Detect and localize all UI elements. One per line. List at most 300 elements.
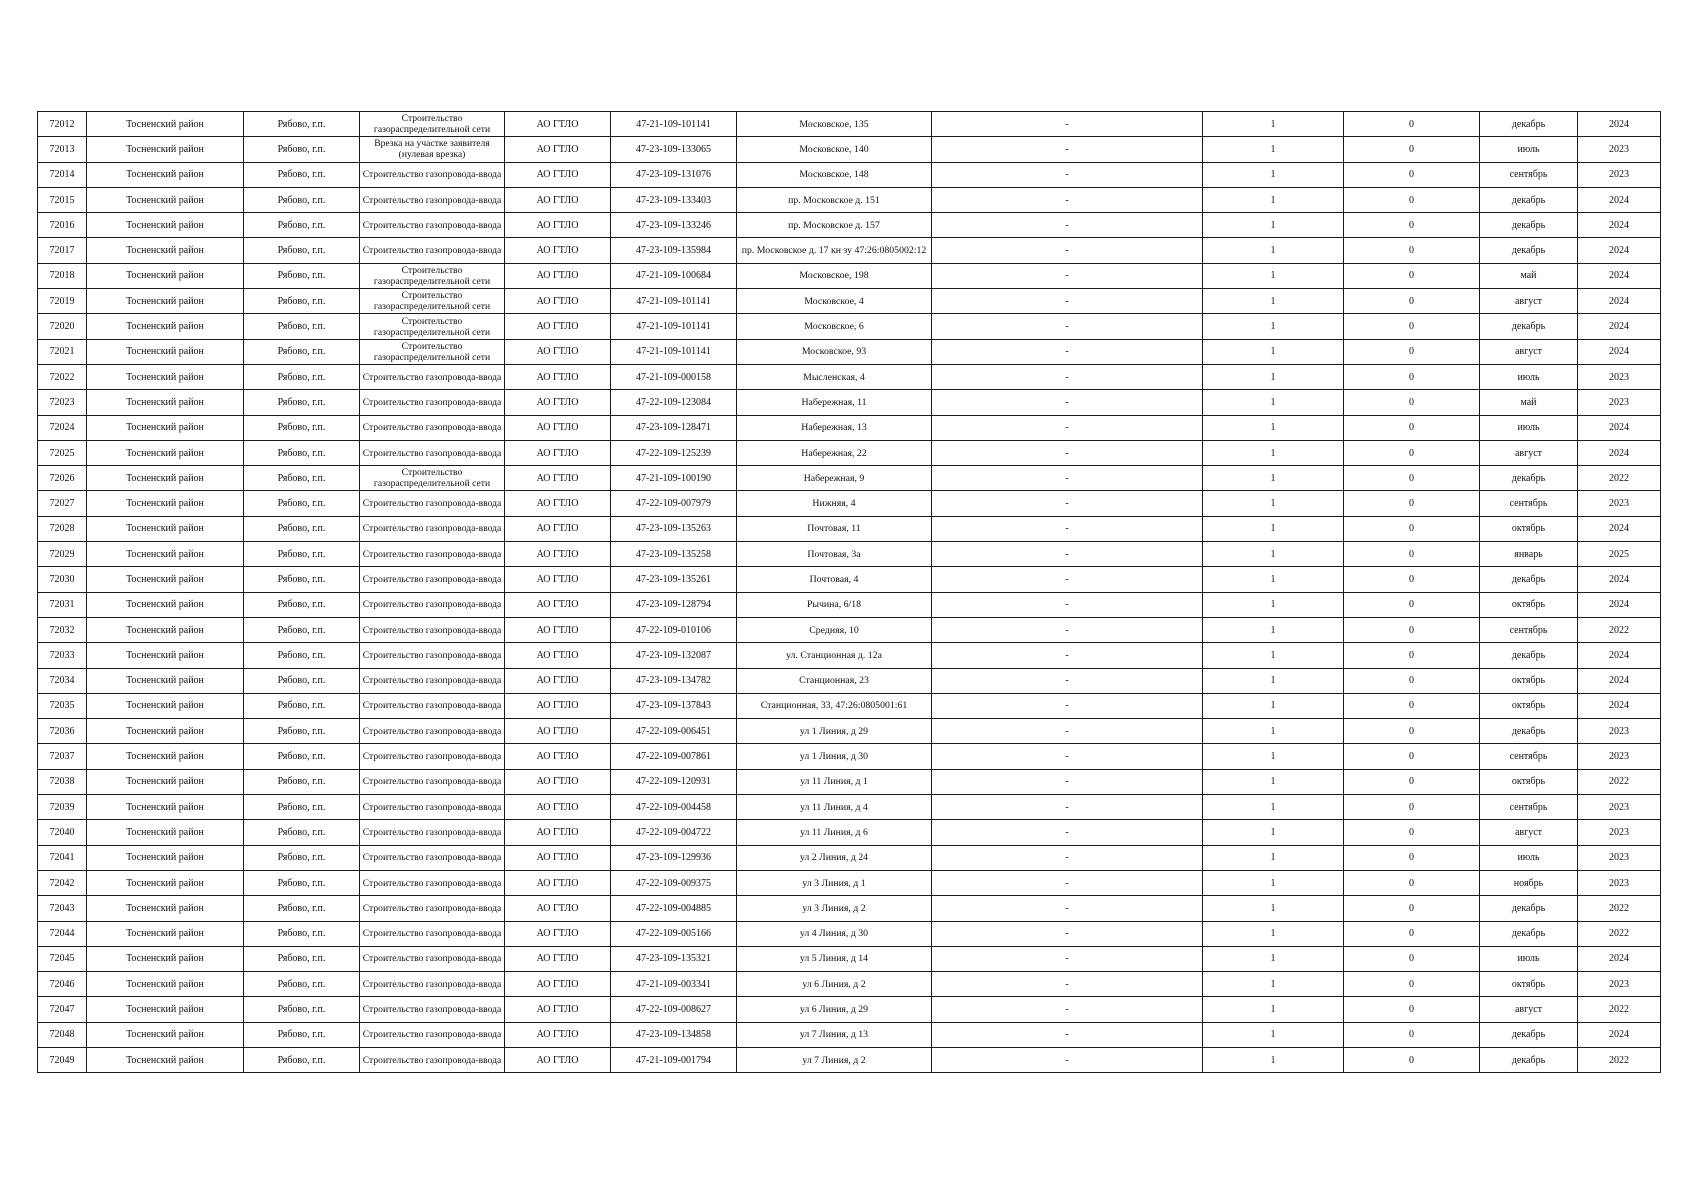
organization-cell: АО ГТЛО (505, 845, 611, 870)
month-cell: май (1480, 390, 1578, 415)
work-type-cell: Строительство газопровода-ввода (360, 390, 505, 415)
work-type-cell: Строительство газопровода-ввода (360, 491, 505, 516)
note-cell: - (932, 845, 1203, 870)
count-cell: 1 (1203, 1047, 1344, 1072)
note-cell: - (932, 567, 1203, 592)
organization-cell: АО ГТЛО (505, 896, 611, 921)
zero-value-cell: 0 (1344, 516, 1480, 541)
district-cell: Тосненский район (87, 719, 244, 744)
organization-cell: АО ГТЛО (505, 440, 611, 465)
organization-cell: АО ГТЛО (505, 491, 611, 516)
work-type-cell: Строительство газопровода-ввода (360, 769, 505, 794)
settlement-cell: Рябово, г.п. (244, 187, 360, 212)
year-cell: 2024 (1578, 289, 1661, 314)
settlement-cell: Рябово, г.п. (244, 162, 360, 187)
application-code-cell: 47-23-109-133246 (611, 213, 737, 238)
organization-cell: АО ГТЛО (505, 213, 611, 238)
address-cell: Московское, 93 (737, 339, 932, 364)
zero-value-cell: 0 (1344, 719, 1480, 744)
zero-value-cell: 0 (1344, 112, 1480, 137)
address-cell: ул 1 Линия, д 29 (737, 719, 932, 744)
zero-value-cell: 0 (1344, 896, 1480, 921)
object-number-cell: 72041 (38, 845, 87, 870)
object-number-cell: 72020 (38, 314, 87, 339)
table-row (38, 440, 1661, 465)
object-number-cell: 72014 (38, 162, 87, 187)
address-cell: Почтовая, 11 (737, 516, 932, 541)
application-code-cell: 47-23-109-133065 (611, 137, 737, 162)
count-cell: 1 (1203, 870, 1344, 895)
count-cell: 1 (1203, 719, 1344, 744)
application-code-cell: 47-21-109-100684 (611, 263, 737, 288)
work-type-cell: Строительство газопровода-ввода (360, 820, 505, 845)
year-cell: 2023 (1578, 137, 1661, 162)
address-cell: ул 11 Линия, д 4 (737, 795, 932, 820)
gasification-registry-table (37, 111, 1661, 1073)
zero-value-cell: 0 (1344, 592, 1480, 617)
work-type-cell: Строительство газопровода-ввода (360, 1047, 505, 1072)
object-number-cell: 72016 (38, 213, 87, 238)
table-row (38, 997, 1661, 1022)
address-cell: Средняя, 10 (737, 617, 932, 642)
year-cell: 2024 (1578, 339, 1661, 364)
address-cell: Московское, 148 (737, 162, 932, 187)
work-type-cell: Врезка на участке заявителя (нулевая врезка) (360, 137, 505, 162)
address-cell: ул 3 Линия, д 2 (737, 896, 932, 921)
note-cell: - (932, 592, 1203, 617)
note-cell: - (932, 668, 1203, 693)
object-number-cell: 72037 (38, 744, 87, 769)
zero-value-cell: 0 (1344, 390, 1480, 415)
table-row (38, 795, 1661, 820)
count-cell: 1 (1203, 820, 1344, 845)
district-cell: Тосненский район (87, 769, 244, 794)
note-cell: - (932, 946, 1203, 971)
zero-value-cell: 0 (1344, 795, 1480, 820)
settlement-cell: Рябово, г.п. (244, 542, 360, 567)
note-cell: - (932, 972, 1203, 997)
object-number-cell: 72019 (38, 289, 87, 314)
year-cell: 2023 (1578, 364, 1661, 389)
month-cell: август (1480, 289, 1578, 314)
zero-value-cell: 0 (1344, 617, 1480, 642)
address-cell: ул. Станционная д. 12а (737, 643, 932, 668)
organization-cell: АО ГТЛО (505, 769, 611, 794)
address-cell: ул 6 Линия, д 29 (737, 997, 932, 1022)
count-cell: 1 (1203, 187, 1344, 212)
year-cell: 2023 (1578, 870, 1661, 895)
work-type-cell: Строительство газопровода-ввода (360, 845, 505, 870)
work-type-cell: Строительство газораспределительной сети (360, 466, 505, 491)
application-code-cell: 47-23-109-128794 (611, 592, 737, 617)
organization-cell: АО ГТЛО (505, 415, 611, 440)
month-cell: сентябрь (1480, 744, 1578, 769)
note-cell: - (932, 1022, 1203, 1047)
application-code-cell: 47-22-109-125239 (611, 440, 737, 465)
year-cell: 2024 (1578, 263, 1661, 288)
settlement-cell: Рябово, г.п. (244, 719, 360, 744)
note-cell: - (932, 263, 1203, 288)
count-cell: 1 (1203, 263, 1344, 288)
month-cell: декабрь (1480, 213, 1578, 238)
settlement-cell: Рябово, г.п. (244, 946, 360, 971)
organization-cell: АО ГТЛО (505, 744, 611, 769)
address-cell: ул 5 Линия, д 14 (737, 946, 932, 971)
work-type-cell: Строительство газопровода-ввода (360, 795, 505, 820)
object-number-cell: 72029 (38, 542, 87, 567)
work-type-cell: Строительство газопровода-ввода (360, 516, 505, 541)
organization-cell: АО ГТЛО (505, 516, 611, 541)
organization-cell: АО ГТЛО (505, 592, 611, 617)
zero-value-cell: 0 (1344, 440, 1480, 465)
count-cell: 1 (1203, 997, 1344, 1022)
object-number-cell: 72023 (38, 390, 87, 415)
organization-cell: АО ГТЛО (505, 693, 611, 718)
month-cell: август (1480, 339, 1578, 364)
organization-cell: АО ГТЛО (505, 719, 611, 744)
year-cell: 2024 (1578, 187, 1661, 212)
settlement-cell: Рябово, г.п. (244, 795, 360, 820)
object-number-cell: 72048 (38, 1022, 87, 1047)
district-cell: Тосненский район (87, 238, 244, 263)
count-cell: 1 (1203, 567, 1344, 592)
month-cell: декабрь (1480, 187, 1578, 212)
year-cell: 2025 (1578, 542, 1661, 567)
application-code-cell: 47-23-109-132087 (611, 643, 737, 668)
district-cell: Тосненский район (87, 213, 244, 238)
note-cell: - (932, 238, 1203, 263)
application-code-cell: 47-22-109-008627 (611, 997, 737, 1022)
zero-value-cell: 0 (1344, 238, 1480, 263)
note-cell: - (932, 693, 1203, 718)
settlement-cell: Рябово, г.п. (244, 440, 360, 465)
organization-cell: АО ГТЛО (505, 187, 611, 212)
settlement-cell: Рябово, г.п. (244, 112, 360, 137)
zero-value-cell: 0 (1344, 213, 1480, 238)
year-cell: 2024 (1578, 213, 1661, 238)
application-code-cell: 47-21-109-000158 (611, 364, 737, 389)
settlement-cell: Рябово, г.п. (244, 668, 360, 693)
settlement-cell: Рябово, г.п. (244, 592, 360, 617)
zero-value-cell: 0 (1344, 364, 1480, 389)
table-row (38, 744, 1661, 769)
organization-cell: АО ГТЛО (505, 795, 611, 820)
district-cell: Тосненский район (87, 516, 244, 541)
note-cell: - (932, 314, 1203, 339)
address-cell: Почтовая, 3а (737, 542, 932, 567)
table-row (38, 617, 1661, 642)
note-cell: - (932, 390, 1203, 415)
month-cell: июль (1480, 415, 1578, 440)
district-cell: Тосненский район (87, 491, 244, 516)
zero-value-cell: 0 (1344, 491, 1480, 516)
count-cell: 1 (1203, 972, 1344, 997)
count-cell: 1 (1203, 415, 1344, 440)
table-row (38, 213, 1661, 238)
settlement-cell: Рябово, г.п. (244, 769, 360, 794)
count-cell: 1 (1203, 643, 1344, 668)
work-type-cell: Строительство газопровода-ввода (360, 972, 505, 997)
address-cell: Московское, 6 (737, 314, 932, 339)
zero-value-cell: 0 (1344, 643, 1480, 668)
district-cell: Тосненский район (87, 643, 244, 668)
note-cell: - (932, 870, 1203, 895)
application-code-cell: 47-23-109-137843 (611, 693, 737, 718)
year-cell: 2023 (1578, 744, 1661, 769)
address-cell: Станционная, 33, 47:26:0805001:61 (737, 693, 932, 718)
settlement-cell: Рябово, г.п. (244, 390, 360, 415)
work-type-cell: Строительство газораспределительной сети (360, 289, 505, 314)
month-cell: август (1480, 440, 1578, 465)
zero-value-cell: 0 (1344, 137, 1480, 162)
zero-value-cell: 0 (1344, 289, 1480, 314)
note-cell: - (932, 820, 1203, 845)
organization-cell: АО ГТЛО (505, 972, 611, 997)
zero-value-cell: 0 (1344, 921, 1480, 946)
object-number-cell: 72042 (38, 870, 87, 895)
year-cell: 2023 (1578, 390, 1661, 415)
district-cell: Тосненский район (87, 820, 244, 845)
zero-value-cell: 0 (1344, 820, 1480, 845)
count-cell: 1 (1203, 314, 1344, 339)
application-code-cell: 47-22-109-004885 (611, 896, 737, 921)
address-cell: ул 11 Линия, д 6 (737, 820, 932, 845)
month-cell: август (1480, 997, 1578, 1022)
month-cell: июль (1480, 946, 1578, 971)
object-number-cell: 72022 (38, 364, 87, 389)
month-cell: декабрь (1480, 921, 1578, 946)
year-cell: 2024 (1578, 314, 1661, 339)
month-cell: октябрь (1480, 972, 1578, 997)
district-cell: Тосненский район (87, 567, 244, 592)
month-cell: май (1480, 263, 1578, 288)
table-row (38, 137, 1661, 162)
object-number-cell: 72021 (38, 339, 87, 364)
count-cell: 1 (1203, 390, 1344, 415)
application-code-cell: 47-22-109-007861 (611, 744, 737, 769)
zero-value-cell: 0 (1344, 946, 1480, 971)
table-row (38, 263, 1661, 288)
address-cell: Набережная, 11 (737, 390, 932, 415)
year-cell: 2022 (1578, 466, 1661, 491)
work-type-cell: Строительство газопровода-ввода (360, 415, 505, 440)
table-row (38, 339, 1661, 364)
table-row (38, 516, 1661, 541)
work-type-cell: Строительство газораспределительной сети (360, 339, 505, 364)
month-cell: декабрь (1480, 719, 1578, 744)
table-row (38, 972, 1661, 997)
application-code-cell: 47-22-109-009375 (611, 870, 737, 895)
year-cell: 2024 (1578, 238, 1661, 263)
table-row (38, 921, 1661, 946)
note-cell: - (932, 542, 1203, 567)
zero-value-cell: 0 (1344, 744, 1480, 769)
year-cell: 2023 (1578, 972, 1661, 997)
district-cell: Тосненский район (87, 744, 244, 769)
year-cell: 2022 (1578, 997, 1661, 1022)
object-number-cell: 72036 (38, 719, 87, 744)
zero-value-cell: 0 (1344, 769, 1480, 794)
district-cell: Тосненский район (87, 997, 244, 1022)
count-cell: 1 (1203, 1022, 1344, 1047)
object-number-cell: 72032 (38, 617, 87, 642)
table-row (38, 668, 1661, 693)
settlement-cell: Рябово, г.п. (244, 896, 360, 921)
application-code-cell: 47-22-109-007979 (611, 491, 737, 516)
table-row (38, 1022, 1661, 1047)
settlement-cell: Рябово, г.п. (244, 415, 360, 440)
settlement-cell: Рябово, г.п. (244, 693, 360, 718)
count-cell: 1 (1203, 491, 1344, 516)
organization-cell: АО ГТЛО (505, 112, 611, 137)
organization-cell: АО ГТЛО (505, 162, 611, 187)
work-type-cell: Строительство газопровода-ввода (360, 592, 505, 617)
note-cell: - (932, 187, 1203, 212)
count-cell: 1 (1203, 744, 1344, 769)
address-cell: пр. Московское д. 157 (737, 213, 932, 238)
zero-value-cell: 0 (1344, 542, 1480, 567)
district-cell: Тосненский район (87, 693, 244, 718)
settlement-cell: Рябово, г.п. (244, 137, 360, 162)
count-cell: 1 (1203, 213, 1344, 238)
district-cell: Тосненский район (87, 466, 244, 491)
settlement-cell: Рябово, г.п. (244, 364, 360, 389)
object-number-cell: 72046 (38, 972, 87, 997)
application-code-cell: 47-21-109-101141 (611, 314, 737, 339)
application-code-cell: 47-21-109-101141 (611, 339, 737, 364)
count-cell: 1 (1203, 364, 1344, 389)
month-cell: октябрь (1480, 668, 1578, 693)
note-cell: - (932, 162, 1203, 187)
address-cell: Почтовая, 4 (737, 567, 932, 592)
table-row (38, 289, 1661, 314)
table-row (38, 693, 1661, 718)
district-cell: Тосненский район (87, 112, 244, 137)
address-cell: Набережная, 22 (737, 440, 932, 465)
note-cell: - (932, 466, 1203, 491)
work-type-cell: Строительство газопровода-ввода (360, 213, 505, 238)
work-type-cell: Строительство газопровода-ввода (360, 440, 505, 465)
table-row (38, 946, 1661, 971)
zero-value-cell: 0 (1344, 567, 1480, 592)
district-cell: Тосненский район (87, 289, 244, 314)
table-row (38, 364, 1661, 389)
note-cell: - (932, 289, 1203, 314)
month-cell: декабрь (1480, 896, 1578, 921)
count-cell: 1 (1203, 845, 1344, 870)
address-cell: ул 11 Линия, д 1 (737, 769, 932, 794)
work-type-cell: Строительство газопровода-ввода (360, 542, 505, 567)
district-cell: Тосненский район (87, 795, 244, 820)
organization-cell: АО ГТЛО (505, 870, 611, 895)
address-cell: Станционная, 23 (737, 668, 932, 693)
application-code-cell: 47-23-109-134858 (611, 1022, 737, 1047)
table-row (38, 643, 1661, 668)
district-cell: Тосненский район (87, 364, 244, 389)
count-cell: 1 (1203, 339, 1344, 364)
object-number-cell: 72013 (38, 137, 87, 162)
year-cell: 2024 (1578, 440, 1661, 465)
work-type-cell: Строительство газопровода-ввода (360, 643, 505, 668)
work-type-cell: Строительство газопровода-ввода (360, 187, 505, 212)
application-code-cell: 47-23-109-135984 (611, 238, 737, 263)
district-cell: Тосненский район (87, 921, 244, 946)
object-number-cell: 72031 (38, 592, 87, 617)
district-cell: Тосненский район (87, 314, 244, 339)
zero-value-cell: 0 (1344, 693, 1480, 718)
settlement-cell: Рябово, г.п. (244, 870, 360, 895)
month-cell: сентябрь (1480, 795, 1578, 820)
district-cell: Тосненский район (87, 592, 244, 617)
year-cell: 2022 (1578, 921, 1661, 946)
district-cell: Тосненский район (87, 1022, 244, 1047)
application-code-cell: 47-23-109-135321 (611, 946, 737, 971)
organization-cell: АО ГТЛО (505, 339, 611, 364)
zero-value-cell: 0 (1344, 187, 1480, 212)
count-cell: 1 (1203, 112, 1344, 137)
district-cell: Тосненский район (87, 1047, 244, 1072)
object-number-cell: 72027 (38, 491, 87, 516)
month-cell: ноябрь (1480, 870, 1578, 895)
year-cell: 2024 (1578, 668, 1661, 693)
note-cell: - (932, 213, 1203, 238)
application-code-cell: 47-23-109-131076 (611, 162, 737, 187)
address-cell: ул 1 Линия, д 30 (737, 744, 932, 769)
work-type-cell: Строительство газопровода-ввода (360, 997, 505, 1022)
table-row (38, 542, 1661, 567)
address-cell: Набережная, 9 (737, 466, 932, 491)
application-code-cell: 47-21-109-003341 (611, 972, 737, 997)
object-number-cell: 72040 (38, 820, 87, 845)
month-cell: декабрь (1480, 567, 1578, 592)
note-cell: - (932, 997, 1203, 1022)
table-row (38, 415, 1661, 440)
organization-cell: АО ГТЛО (505, 643, 611, 668)
address-cell: ул 7 Линия, д 13 (737, 1022, 932, 1047)
note-cell: - (932, 769, 1203, 794)
settlement-cell: Рябово, г.п. (244, 617, 360, 642)
address-cell: пр. Московское д. 151 (737, 187, 932, 212)
district-cell: Тосненский район (87, 542, 244, 567)
object-number-cell: 72028 (38, 516, 87, 541)
year-cell: 2024 (1578, 567, 1661, 592)
work-type-cell: Строительство газопровода-ввода (360, 896, 505, 921)
organization-cell: АО ГТЛО (505, 1047, 611, 1072)
address-cell: Рычина, 6/18 (737, 592, 932, 617)
organization-cell: АО ГТЛО (505, 466, 611, 491)
month-cell: октябрь (1480, 516, 1578, 541)
district-cell: Тосненский район (87, 390, 244, 415)
count-cell: 1 (1203, 668, 1344, 693)
table-row (38, 466, 1661, 491)
table-row (38, 592, 1661, 617)
district-cell: Тосненский район (87, 668, 244, 693)
object-number-cell: 72043 (38, 896, 87, 921)
work-type-cell: Строительство газопровода-ввода (360, 946, 505, 971)
settlement-cell: Рябово, г.п. (244, 339, 360, 364)
year-cell: 2024 (1578, 1022, 1661, 1047)
month-cell: сентябрь (1480, 162, 1578, 187)
zero-value-cell: 0 (1344, 314, 1480, 339)
district-cell: Тосненский район (87, 162, 244, 187)
year-cell: 2024 (1578, 415, 1661, 440)
address-cell: Набережная, 13 (737, 415, 932, 440)
district-cell: Тосненский район (87, 896, 244, 921)
object-number-cell: 72035 (38, 693, 87, 718)
registry-table-body (38, 112, 1661, 1073)
object-number-cell: 72030 (38, 567, 87, 592)
year-cell: 2023 (1578, 795, 1661, 820)
